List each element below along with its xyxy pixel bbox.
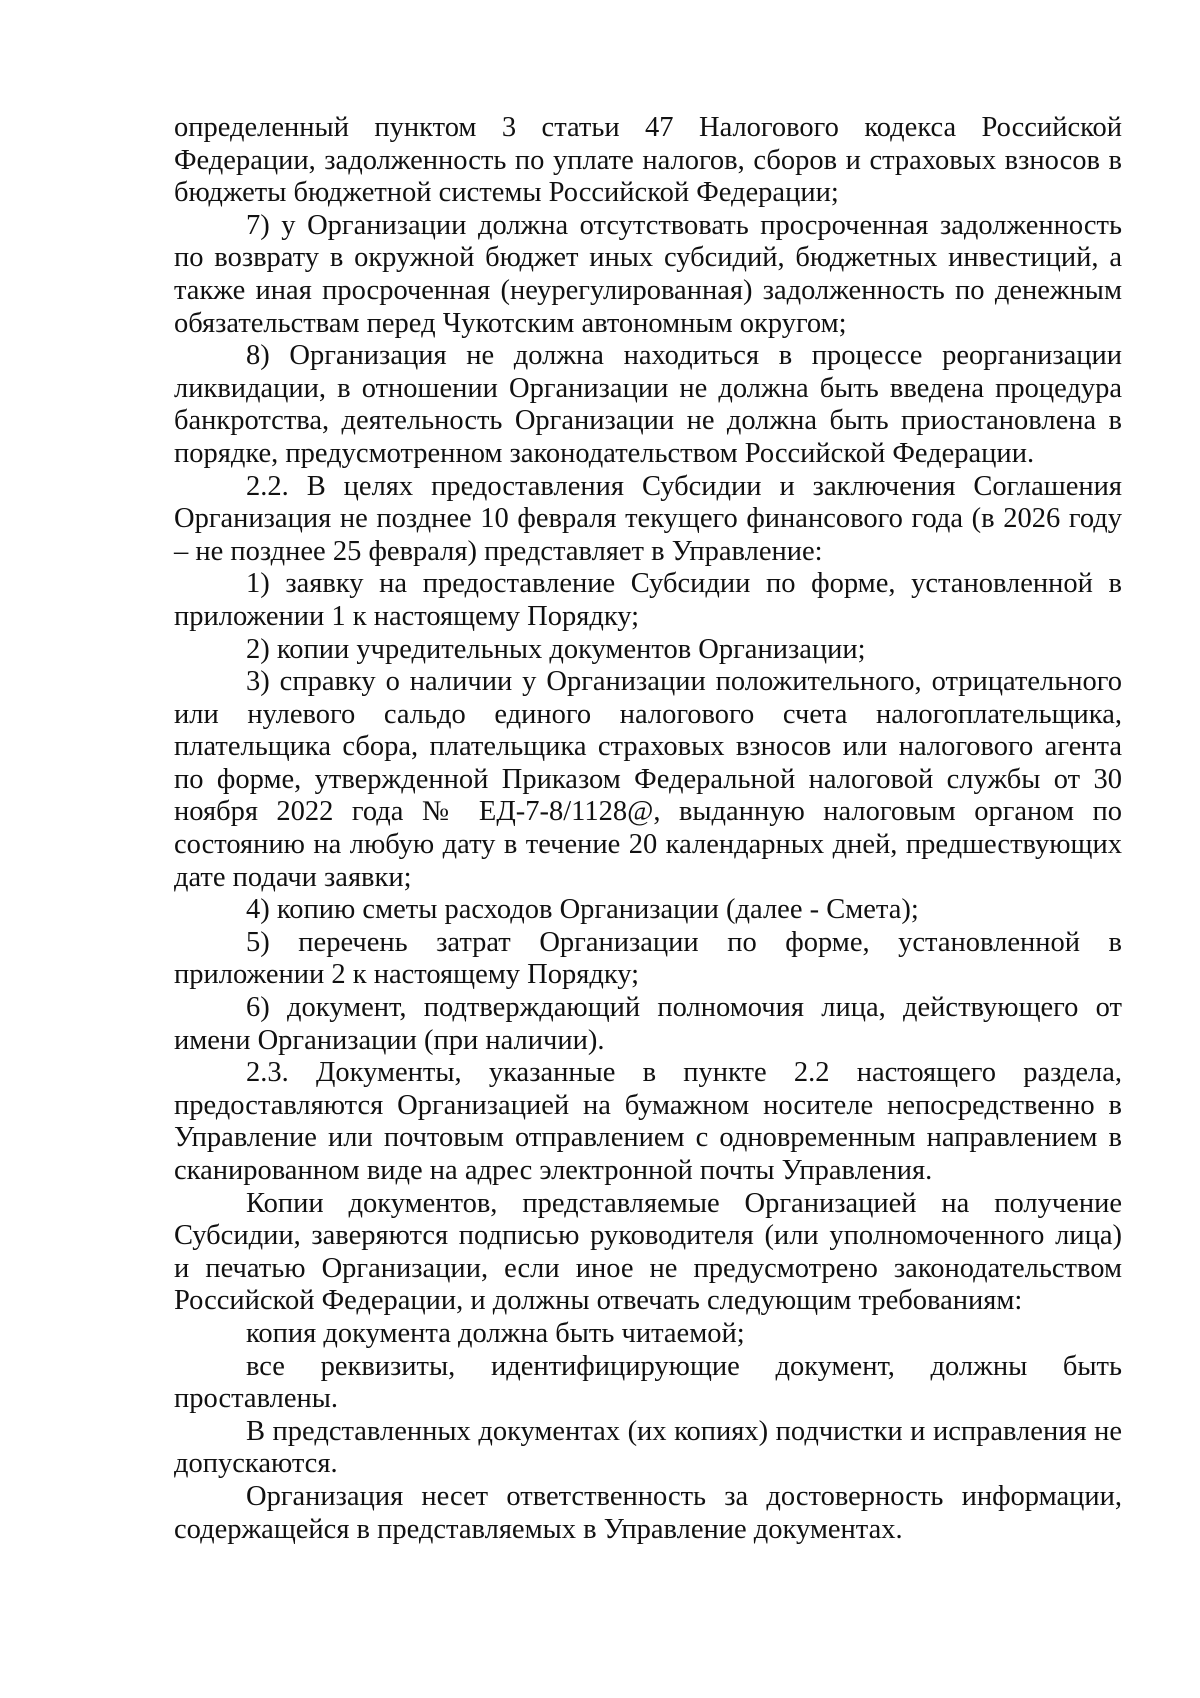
paragraph-requirement-readable: копия документа должна быть читаемой;	[246, 1317, 745, 1349]
paragraph-item-7-overdue-debt: 7) у Организации должна отсутствовать просроченная задолженность по возврату в окружной бюджет иных субсидий, бюджетных инвестиций, а также иная просроченная (неурегулированная) задолженность по денежным обязательствам перед Чукотским автономным округом;	[174, 209, 1122, 339]
document-page	[174, 112, 1122, 1546]
paragraph-section-2-2: 2.2. В целях предоставления Субсидии и заключения Соглашения Организация не позднее 10 февраля текущего финансового года (в 2026 году – не позднее 25 февраля) представляет в Управление:	[174, 470, 1122, 567]
paragraph-item-8-reorganization: 8) Организация не должна находиться в процессе реорганизации ликвидации, в отношении Организации не должна быть введена процедура банкротства, деятельность Организации не должна быть приостановлена в порядке, предусмотренном законодательством Российской Федерации.	[174, 340, 1122, 469]
paragraph-list-item-2-founding-docs: 2) копии учредительных документов Организации;	[246, 633, 866, 665]
paragraph-no-corrections: В представленных документах (их копиях) подчистки и исправления не допускаются.	[174, 1415, 1122, 1480]
paragraph-list-item-5-cost-list: 5) перечень затрат Организации по форме, установленной в приложении 2 к настоящему Порядку;	[174, 926, 1122, 991]
paragraph-copies-certification: Копии документов, представляемые Организацией на получение Субсидии, заверяются подписью руководителя (или уполномоченного лица) и печатью Организации, если иное не предусмотрено законодательством Российской Федерации, и должны отвечать следующим требованиям:	[174, 1187, 1122, 1317]
paragraph-list-item-4-estimate: 4) копию сметы расходов Организации (далее - Смета);	[246, 894, 919, 926]
paragraph-requirement-details: все реквизиты, идентифицирующие документ, должны быть проставлены.	[174, 1350, 1122, 1415]
paragraph-list-item-6-authority-doc: 6) документ, подтверждающий полномочия лица, действующего от имени Организации (при наличии).	[174, 992, 1122, 1056]
paragraph-list-item-1-application: 1) заявку на предоставление Субсидии по форме, установленной в приложении 1 к настоящему Порядку;	[174, 568, 1122, 632]
paragraph-list-item-3-tax-certificate: 3) справку о наличии у Организации положительного, отрицательного или нулевого сальдо единого налогового счета налогоплательщика, плательщика сбора, плательщика страховых взносов или налогового агента по форме, утвержденной Приказом Федеральной налоговой службы от 30 ноября 2022 года № ЕД-7-8/1128@, выданную налоговым органом по состоянию на любую дату в течение 20 календарных дней, предшествующих дате подачи заявки;	[174, 666, 1122, 893]
paragraph-responsibility: Организация несет ответственность за достоверность информации, содержащейся в представляемых в Управление документах.	[174, 1480, 1122, 1545]
paragraph-tax-debt-continuation: определенный пунктом 3 статьи 47 Налогового кодекса Российской Федерации, задолженность по уплате налогов, сборов и страховых взносов в бюджеты бюджетной системы Российской Федерации;	[174, 112, 1122, 209]
paragraph-section-2-3: 2.3. Документы, указанные в пункте 2.2 настоящего раздела, предоставляются Организацией на бумажном носителе непосредственно в Управление или почтовым отправлением с одновременным направлением в сканированном виде на адрес электронной почты Управления.	[174, 1057, 1122, 1186]
